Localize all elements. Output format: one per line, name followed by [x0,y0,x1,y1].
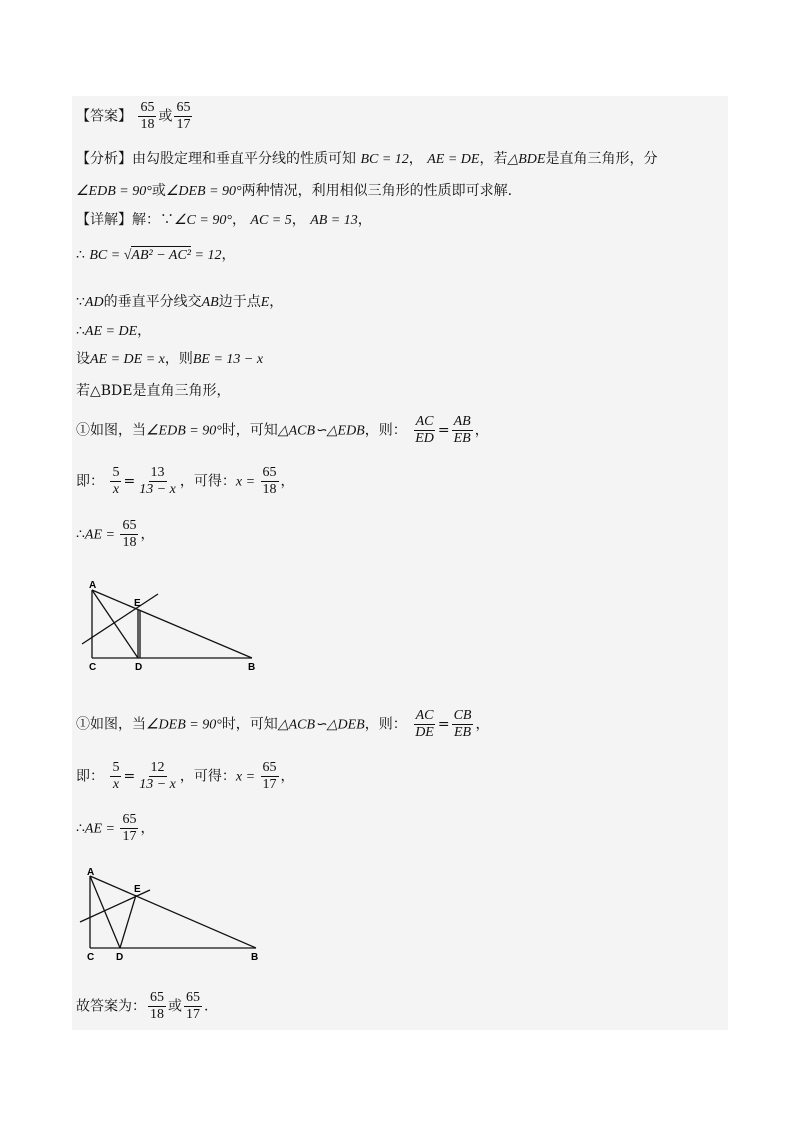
detail-line-bc: ∴ BC = √AB² − AC² = 12， [76,247,236,263]
case1-equation-line: 即： $\frac{5}{x}$ = $\frac{13}{13 - x}$ ，可得：x = $\frac{65}{18}$ ， [76,465,295,497]
detail-line-ae: ∴AE = DE， [76,323,152,339]
detail-label: 【详解】 [76,212,132,228]
segment-ab [92,590,252,658]
answer-line: 【答案】 $\frac{65}{18}$ 或 $\frac{65}{17}$ [76,100,191,132]
detail-line-1: 【详解】解：∵∠C = 90°， AC = 5， AB = 13， [76,212,372,228]
final-answer-line: 故答案为： $\frac{65}{18}$ 或 $\frac{65}{17}$ . [76,990,209,1022]
analysis-line-2: ∠EDB = 90°或∠DEB = 90°两种情况，利用相似三角形的性质即可求解. [76,183,513,199]
case2-result-line: ∴AE = $\frac{65}{17}$ ， [76,812,155,844]
label-a: A [89,580,97,591]
case2-diagram [78,866,278,964]
analysis-line-1: 【分析】由勾股定理和垂直平分线的性质可知 BC = 12， AE = DE，若△BDE是直角三角形，分 [76,151,658,167]
label-d: D [135,662,143,673]
label-e: E [134,884,141,895]
label-b: B [248,662,256,673]
case2-equation-line: 即： $\frac{5}{x}$ = $\frac{12}{13 - x}$ ，可得：x = $\frac{65}{17}$ ， [76,760,295,792]
detail-line-set: 设AE = DE = x，则BE = 13 − x [76,351,264,367]
label-c: C [87,952,95,963]
label-c: C [89,662,97,673]
answer-fraction-2: $\frac{65}{17}$ [176,100,191,132]
detail-line-perp: ∵AD的垂直平分线交AB边于点E， [76,294,284,310]
label-a: A [87,867,95,878]
case2-condition-line: ①如图，当∠DEB = 90°时，可知△ACB∽△DEB，则： $\frac{AC}{DE}$ = $\frac{CB}{EB}$ ， [76,708,490,740]
answer-fraction-1: $\frac{65}{18}$ [140,100,155,132]
case1-condition-line: ①如图，当∠EDB = 90°时，可知△ACB∽△EDB，则： $\frac{AC}{ED}$ = $\frac{AB}{EB}$ ， [76,414,489,446]
label-e: E [134,598,141,609]
answer-label: 【答案】 [76,108,132,125]
label-b: B [251,952,259,963]
detail-line-if: 若△BDE是直角三角形， [76,383,231,399]
case1-result-line: ∴AE = $\frac{65}{18}$ ， [76,518,155,550]
case1-diagram [80,578,280,674]
analysis-label: 【分析】 [76,151,132,167]
label-d: D [116,952,124,963]
